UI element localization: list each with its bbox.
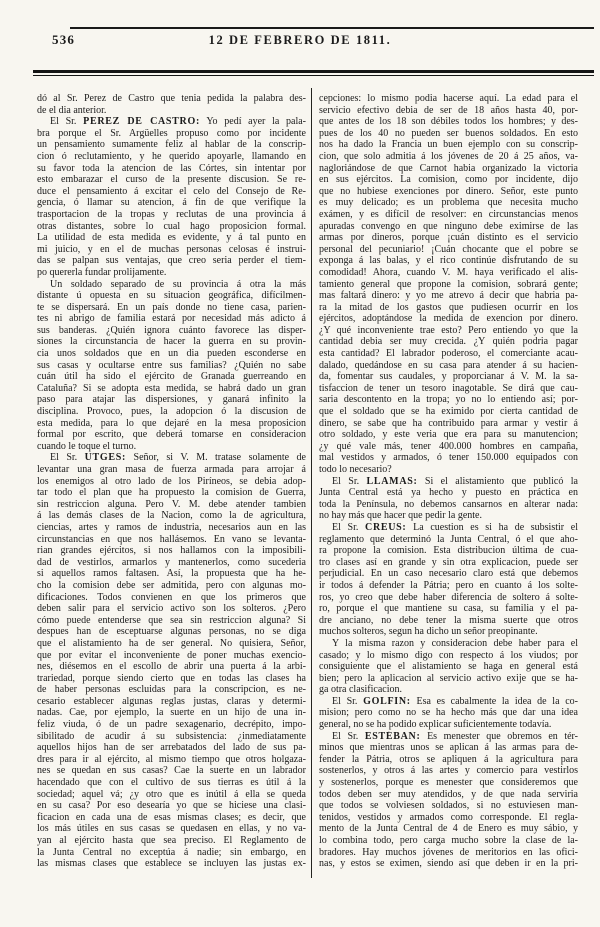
text-line: El Sr. CREUS: La cuestion es si ha de subsistir el (332, 521, 578, 533)
text-line: armas por dineros, porque ¡cuán distinto es el servicio (319, 232, 578, 244)
text-line: que antes de los 18 son débiles todos los hombres; y des- (319, 116, 578, 128)
text-line: si aquellos ramos faltasen. Así, la propuesta que ha he- (37, 568, 306, 580)
text-line: nes se quedan en sus casas? Cae la suerte en un labrador (37, 765, 306, 777)
text-line: ra propone la comision. Esta distribucion última de cua- (319, 545, 578, 557)
text-line: dres para ir al ejército, al mismo tiempo que otros holgaza- (37, 753, 306, 765)
text-line: todo lo necesario? (319, 464, 392, 475)
text-line: te se dispersará. En un país donde no tiene casa, parien- (37, 301, 306, 313)
text-line: personal del pecuniario! ¡Cuán chocante que el pobre se (319, 243, 578, 255)
text-line: Cataluña? Si se adopta esta medida, se habrá dado un gran (37, 382, 306, 394)
text-line: su favor toda la atencion de las Córtes, sin intentar por (37, 162, 306, 174)
right-column (319, 93, 578, 870)
text-line: todos deben ser muy atendidos, y de que nada serviria (319, 788, 578, 800)
text-line: trariedad, porque siendo cierto que en todas las clases ha (37, 672, 306, 684)
text-line: en su casa? Por eso desearía yo que se hiciese una clasi- (37, 800, 306, 812)
text-line: los más útiles en sus casas se quedasen en ellas, y no va- (37, 823, 306, 835)
text-line: bradores. Hay muchos jóvenes de meritorios en las ofici- (319, 846, 578, 858)
text-line: sus banderas. ¿Quién ignora cuánto favorece las disper- (37, 324, 306, 336)
text-line: dificaciones. Todos convienen en que los primeros que (37, 591, 306, 603)
text-line: hacendado que con el cultivo de sus tierras es útil á la (37, 777, 306, 789)
text-line: ra la mitad de los gastos que pudiesen ocurrir en los (319, 301, 578, 313)
header-rule (33, 70, 594, 76)
text-line: que el soldado que se ha eximido por cierta cantidad de (319, 406, 578, 418)
text-line: despues han de esceptuarse algunas personas, no se diga (37, 626, 306, 638)
text-line: El Sr. ESTÉBAN: Es menester que obremos en tér- (332, 730, 578, 742)
text-line: cómo puede entenderse que sea sin restriccion alguna? Si (37, 614, 306, 626)
text-line: servicio efectivo debia de ser de 18 años hasta 40, por- (319, 104, 578, 116)
text-line: dre anciano, no debe tener la misma suerte que otros (319, 614, 578, 626)
text-line: exponga á las balas, y el rico continúe disfrutando de su (319, 255, 578, 267)
text-line: Un soldado separado de su provincia á otra la más (50, 278, 306, 290)
text-line: ga otra clasificacion. (319, 684, 403, 696)
text-line: El Sr. LLAMAS: Si el alistamiento que publicó la (332, 475, 578, 487)
text-line: bra porque el Sr. Argüelles propuso como por incidente (37, 127, 306, 139)
text-line: paso para atajar las dispersiones, y ganará infinito la (37, 394, 306, 406)
text-line: nes, diésemos en el escollo de abrir una puerta á la arbi- (37, 661, 306, 673)
text-line: nagloriándose de que Carnot habia organizado la victoria (319, 162, 578, 174)
text-line: nadas. Cae, por ejemplo, la suerte en un hijo de una in- (37, 707, 306, 719)
text-line: dalado, quedándose en su casa para atender á su hacien- (319, 359, 578, 371)
text-line: que no hubiese exenciones por dinero. Señor, este punto (319, 185, 578, 197)
text-line: dinero, se sabe que ha contribuido para armar y vestir á (319, 417, 578, 429)
text-line: po quererla fundar prolijamente. (37, 266, 167, 278)
text-line: de el dia anterior. (37, 104, 107, 116)
text-line: cantidad debia ser muy crecida. ¿Y quién podria pagar (319, 336, 578, 348)
text-line: tar todo el plan que ha propuesto la comision de Guerra, (37, 487, 306, 499)
text-line: das se palpan sus ventajas, que creo seria perder el tiem- (37, 255, 306, 267)
column-divider (311, 88, 312, 878)
date-heading: 12 DE FEBRERO DE 1811. (208, 33, 392, 47)
text-line: dad de vestirlos, armarlos y mantenerlos, como sucederia (37, 556, 306, 568)
text-line: sostenerlos, y otros á las artes y comercio para vestirlos (319, 765, 578, 777)
text-line: perjudicial. En un caso necesario claro está que debemos (319, 568, 578, 580)
text-line: muchos solteros, segun ha dicho un señor preopinante. (319, 626, 538, 638)
text-line: ficacion en cada una de esas mismas clases; es decir, que (37, 811, 306, 823)
text-line: fender la Pátria, otros se apliquen á la agricultura para (319, 753, 578, 765)
text-line: ro, porque el que mantiene su casa, su familia y el pa- (319, 603, 578, 615)
text-line: cuán útil ha sido el ejército de Granada guerreando en (37, 371, 306, 383)
text-line: deben salir para el servicio activo son los solteros. ¿Pero (37, 603, 306, 615)
text-line: exámen, y es difícil de resolver: en circunstancias menos (319, 208, 578, 220)
text-line: cion ó reclutamiento, y he querido apoyarle, llamando en (37, 150, 306, 162)
text-line: lo combina todo, pero carga mucho sobre la clase de la- (319, 835, 578, 846)
text-line: siones la circunstancia de hacer la guerra en su provin- (37, 336, 306, 348)
text-line: feliz viuda, ó de un padre sexagenario, decrépito, impo- (37, 719, 306, 731)
text-line: esta cantidad? El labrador poderoso, el comerciante acau- (319, 348, 578, 360)
text-line: esta medida, para lo que dejaré en la mesa proposicion (37, 417, 306, 429)
text-line: tes ni abrigo de familia estará por necesidad más adicto á (37, 313, 306, 325)
text-line: tamiento general que propone la comision, sobrará gente; (319, 278, 578, 290)
text-line: mision; pero como no se ha hecho más que dar una idea (319, 707, 578, 719)
text-line: mas faltará dinero: y yo me atrevo á decir que habria pa- (319, 290, 578, 302)
text-line: tisfaccion de tener un tesoro inagotable. Se dirá que cau- (319, 382, 578, 394)
text-line: sociedad; aquel vá; ¿y otro que es inútil á ella se queda (37, 788, 306, 800)
header-rule-thick (33, 70, 594, 73)
text-line: El Sr. PEREZ DE CASTRO: Yo pedí ayer la pala- (50, 116, 306, 128)
text-line: cia unos soldados que en un dia pueden esconderse en (37, 348, 306, 360)
text-line: cho la comision debe ser admitida, pero con algunas mo- (37, 579, 306, 591)
text-line: duce el pensamiento á excitar el celo del Consejo de Re- (37, 185, 306, 197)
text-line: las mismas clases que establece se incluyen las justas ex- (37, 858, 306, 870)
text-line: gencia, ó llamar su atencion, á fin de que verifique la (37, 197, 306, 209)
text-line: cion, que solo admitia á los jóvenes de 20 á 25 años, va- (319, 150, 578, 162)
text-line: la Junta Central no exceptúa á nadie; sin embargo, en (37, 846, 306, 858)
text-line: en sus ejércitos. La comision, como por incidente, dijo (319, 174, 578, 186)
text-line: da, fomentar sus caudales, y proporcianar á V. M. la sa- (319, 371, 578, 383)
text-line: y sostenerlos, porque es menester que consideremos que (319, 777, 578, 789)
text-line: nas, y estos se eximen, siendo así que deben ir en la pri- (319, 858, 578, 870)
text-line: de haber personas escluidas para la conscripcion, es ne- (37, 684, 306, 696)
text-line: ¿y qué vale más, tener 400.000 hombres en campaña, (319, 440, 578, 452)
text-line: formal por escrito, que deberá tomarse en consideracion (37, 429, 306, 441)
text-line: comodidad! Ahora, cuando V. M. haya verificado el alis- (319, 266, 578, 278)
text-line: cepciones: lo mismo podia hacerse aquí. La edad para el (319, 93, 578, 104)
text-line: rian grandes ejércitos, si nos hallamos con la imposibili- (37, 545, 306, 557)
text-line: apuradas convengo en que ninguno debe eximirse de las (319, 220, 578, 232)
text-line: saria descontento en la tropa; yo no lo entiendo así; por- (319, 394, 578, 406)
text-line: pues de los 40 no pueden ser buenos soldados. En esto (319, 127, 578, 139)
header-rule-thin (33, 75, 594, 76)
text-line: á las demás clases de la Nacion, como la de agricultura, (37, 510, 306, 522)
text-line: tenidos, vestidos y armados como corresponde. El regla- (319, 811, 578, 823)
text-line: que todos se volviesen soldados, si no estuviesen man- (319, 800, 578, 812)
text-line: ejércitos, adoptándose la medida de exencion por dinero. (319, 313, 578, 325)
text-line: cuando le toque el turno. (37, 440, 137, 452)
text-line: que el alistamiento ha de ser general. No quisiera, Señor, (37, 637, 306, 649)
text-line: bien; pero la aplicacion al servicio activo exije que se ha- (319, 672, 578, 684)
text-line: mal vestidos y armados, ó tener 150.000 equipados con (319, 452, 578, 464)
text-line: sibilitado de acudir á su subsistencia: ¿inmediatamente (37, 730, 306, 742)
text-line: nos ha dado la Francia un buen ejemplo con su conscrip- (319, 139, 578, 151)
text-line: El Sr. UTGES: Señor, si V. M. tratase solamente de (50, 452, 306, 464)
text-line: ciencias, artes y ramos de industria, necesarios aun en las (37, 521, 306, 533)
text-line: ¿Y qué inconveniente trae esto? Pero entiendo yo que la (319, 324, 578, 336)
text-line: otro soldado, y este veria que era para su manutencion; (319, 429, 578, 441)
text-line: un pensamiento sumamente feliz al hablar de la conscrip- (37, 139, 306, 151)
text-line: circunstancias en que nos hallásemos. En vano se levanta- (37, 533, 306, 545)
text-line: mento de la Junta Central de 4 de Enero es muy sábio, y (319, 823, 578, 835)
text-line: La utilidad de esta medida es evidente, y á tal punto en (37, 232, 306, 244)
text-line: cesario establecer algunas reglas justas, claras y determi- (37, 695, 306, 707)
text-line: esto embarazar el curso de la presente discusion. Se re- (37, 174, 306, 186)
text-line: general, no se ha podido explicar suficientemente todavía. (319, 719, 552, 731)
text-line: ros, yo creo que debe haber diferencia de soltero á solte- (319, 591, 578, 603)
text-line: disciplina. Provoco, pues, la adopcion ó la discusion de (37, 406, 306, 418)
text-line: distante ú opuesta en su situacion geográfica, difícilmen- (37, 290, 306, 302)
text-line: otras distantes, sobre lo cual hago proposicion formal. (37, 220, 306, 232)
page-number: 536 (52, 32, 76, 47)
text-line: no hay más que hacer que pedir la gente. (319, 510, 482, 522)
text-line: Junta Central está ya hecho y puesto en práctica en (319, 487, 578, 499)
text-line: los enemigos al otro lado de los Piríneos, se debia adop- (37, 475, 306, 487)
left-column (37, 93, 306, 870)
text-line: tro clases así en grande y sin otra explicacion, puede ser (319, 556, 578, 568)
text-line: trasportacion de la tropas y reclutas de una provincia á (37, 208, 306, 220)
text-line: aquellos hijos han de ser arrebatados del lado de sus pa- (37, 742, 306, 754)
text-line: casado; y lo mismo digo con respecto á los viudos; por (319, 649, 578, 661)
top-rule (70, 27, 594, 29)
text-line: dó al Sr. Perez de Castro que tenia pedida la palabra des- (37, 93, 306, 104)
text-line: toda la Península, no debemos cansarnos en alterar nada: (319, 498, 578, 510)
text-line: mi juicio, y en el de muchas personas celosas é instrui- (37, 243, 306, 255)
text-line: consiguiente que el alistamiento se haga en general está (319, 661, 578, 673)
text-line: levantar una gran masa de fuerza armada para arrojar á (37, 464, 306, 475)
text-line: reglamento que determinó la Junta Central, ó el que aho- (319, 533, 578, 545)
text-line: yan al ejército hasta que sea preciso. El Reglamento de (37, 835, 306, 846)
text-line: El Sr. GOLFIN: Esa es cabalmente la idea de la co- (332, 695, 578, 707)
text-line: Y la misma razon y consideracion debe haber para el (332, 637, 578, 649)
text-line: ir todos á defender la Pátria; pero en cuanto á los solte- (319, 579, 578, 591)
text-line: que por evitar el inconveniente de poner muchas exencio- (37, 649, 306, 661)
text-line: sus casas y ocultarse entre sus familias? ¿Quién no sabe (37, 359, 306, 371)
text-line: es muy delicado; es un problema que necesita mucho (319, 197, 578, 209)
text-line: minos que mientras unos se aplican á las armas para de- (319, 742, 578, 754)
text-line: sin restriccion alguna. Pero V. M. debe atender tambien (37, 498, 306, 510)
